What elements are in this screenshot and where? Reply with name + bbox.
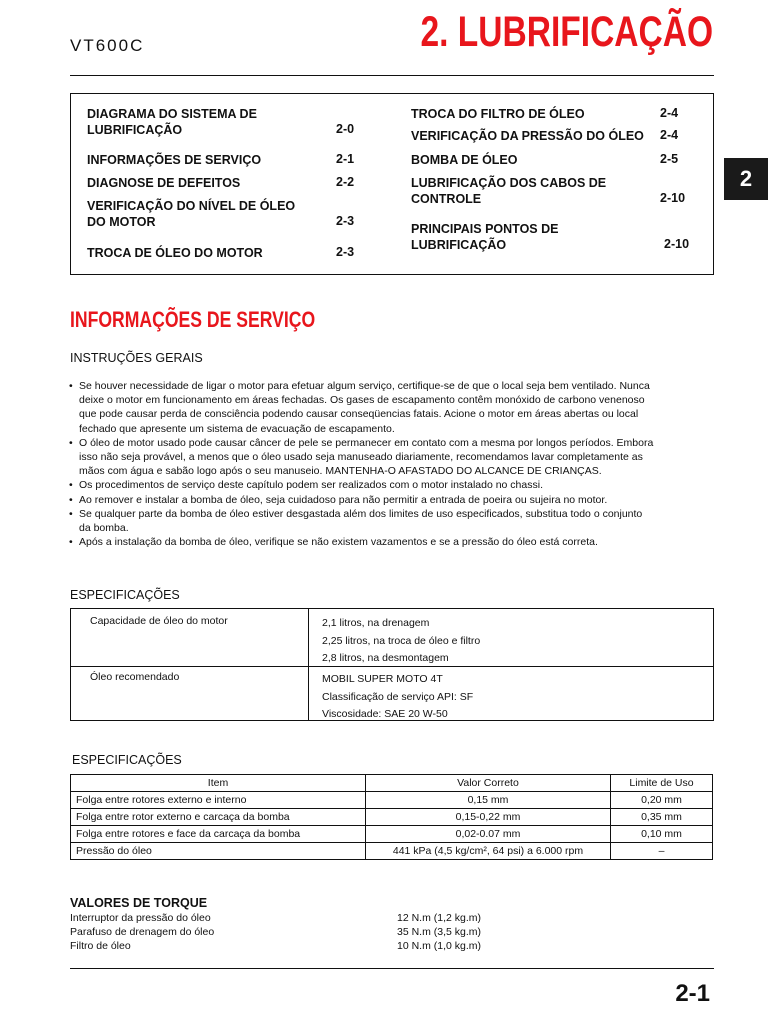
toc-item-verificacao-nivel[interactable]: VERIFICAÇÃO DO NÍVEL DE ÓLEO DO MOTOR <box>87 199 296 229</box>
general-instructions-heading: INSTRUÇÕES GERAIS <box>70 351 203 365</box>
toc-item-lubrificacao-cabos[interactable]: LUBRIFICAÇÃO DOS CABOS DE CONTROLE <box>411 176 607 206</box>
toc-page: 2-3 <box>336 214 355 228</box>
toc-page: 2-1 <box>336 152 355 166</box>
table-cell-values: MOBIL SUPER MOTO 4T Classificação de serviço API: SF Viscosidade: SAE 20 W-50 <box>322 673 474 720</box>
torque-label: Parafuso de drenagem do óleo <box>70 926 215 938</box>
table-cell: 441 kPa (4,5 kg/cm², 64 psi) a 6.000 rpm <box>366 843 611 860</box>
toc-page: 2-4 <box>660 106 679 120</box>
toc-page: 2-0 <box>336 122 355 136</box>
toc-page: 2-10 <box>660 191 686 205</box>
table-cell: 0,15 mm <box>366 792 611 809</box>
section-heading: INFORMAÇÕES DE SERVIÇO <box>70 307 316 332</box>
toc-page: 2-10 <box>664 237 690 251</box>
spec1-title: ESPECIFICAÇÕES <box>70 588 180 602</box>
list-item: • Os procedimentos de serviço deste capítulo podem ser realizados com o motor instalado no chassi. <box>68 478 718 492</box>
general-instructions-list <box>68 379 718 549</box>
table-cell: 0,10 mm <box>611 826 713 843</box>
table-cell: 0,15-0,22 mm <box>366 809 611 826</box>
table-row <box>71 843 713 860</box>
toc-item-bomba-oleo[interactable]: BOMBA DE ÓLEO <box>411 153 518 167</box>
table-header-row <box>71 775 713 792</box>
toc-page: 2-2 <box>336 175 355 189</box>
torque-label: Interruptor da pressão do óleo <box>70 912 211 924</box>
column-header: Item <box>71 775 366 792</box>
spec2-title: ESPECIFICAÇÕES <box>72 753 182 767</box>
torque-title: VALORES DE TORQUE <box>70 896 208 910</box>
table-cell: 0,02-0.07 mm <box>366 826 611 843</box>
list-item: • Ao remover e instalar a bomba de óleo, seja cuidadoso para não permitir a entrada de poeira ou sujeira no motor. <box>68 493 718 507</box>
chapter-tab[interactable]: 2 <box>724 158 768 200</box>
list-item: • O óleo de motor usado pode causar câncer de pele se permanecer em contato com a mesma por longos períodos. Embora isso não seja provável, a menos que o óleo usado seja manuseado diariamente, recomendamos lavar completamente as mãos com água e sabão logo após o seu manuseio. MANTENHA-O AFASTADO DO ALCANCE DE CRIANÇAS. <box>68 436 718 479</box>
table-cell: Folga entre rotor externo e carcaça da bomba <box>71 809 366 826</box>
toc-item-informacoes[interactable]: INFORMAÇÕES DE SERVIÇO <box>87 153 262 167</box>
table-row <box>71 792 713 809</box>
table-cell-values: 2,1 litros, na drenagem 2,25 litros, na troca de óleo e filtro 2,8 litros, na desmontagem <box>322 617 481 664</box>
list-item: • Se qualquer parte da bomba de óleo estiver desgastada além dos limites de uso especificados, substitua todo o conjunto da bomba. <box>68 507 718 535</box>
toc-item-diagnose[interactable]: DIAGNOSE DE DEFEITOS <box>87 176 241 190</box>
table-cell: 0,20 mm <box>611 792 713 809</box>
torque-label: Filtro de óleo <box>70 940 131 952</box>
toc-page: 2-3 <box>336 245 355 259</box>
table-cell: – <box>611 843 713 860</box>
table-cell-label: Óleo recomendado <box>90 671 180 683</box>
table-cell: Folga entre rotores externo e interno <box>71 792 366 809</box>
column-header: Valor Correto <box>366 775 611 792</box>
table-cell: Folga entre rotores e face da carcaça da bomba <box>71 826 366 843</box>
column-header: Limite de Uso <box>611 775 713 792</box>
model-name: VT600C <box>70 36 145 55</box>
toc-page: 2-4 <box>660 128 679 142</box>
toc-item-verificacao-pressao[interactable]: VERIFICAÇÃO DA PRESSÃO DO ÓLEO <box>411 129 644 143</box>
torque-value: 12 N.m (1,2 kg.m) <box>397 912 482 924</box>
toc-page: 2-5 <box>660 152 679 166</box>
toc-item-pontos-lubrificacao[interactable]: PRINCIPAIS PONTOS DE LUBRIFICAÇÃO <box>411 222 559 252</box>
toc-item-diagrama[interactable]: DIAGRAMA DO SISTEMA DE LUBRIFICAÇÃO <box>87 107 257 137</box>
table-cell: Pressão do óleo <box>71 843 366 860</box>
chapter-title: 2. LUBRIFICAÇÃO <box>420 8 713 56</box>
table-row <box>71 826 713 843</box>
divider <box>308 609 309 720</box>
pump-spec-table <box>70 774 713 860</box>
list-item: • Se houver necessidade de ligar o motor para efetuar algum serviço, certifique-se de que o local seja bem ventilado. Nunca deixe o motor em funcionamento em áreas fechadas. Os gases de escapamento contêm monóxido de carbono venenoso que pode causar perda de consciência podendo causar conseqüencias fatais. Acione o motor em áreas abertas ou local fechado que apresente um sistema de evacuação de escapamento. <box>68 379 718 436</box>
torque-value: 35 N.m (3,5 kg.m) <box>397 926 482 938</box>
torque-value: 10 N.m (1,0 kg.m) <box>397 940 482 952</box>
toc-item-troca-filtro[interactable]: TROCA DO FILTRO DE ÓLEO <box>411 107 585 121</box>
toc-item-troca-oleo[interactable]: TROCA DE ÓLEO DO MOTOR <box>87 246 263 260</box>
footer-rule <box>70 968 714 969</box>
table-cell-label: Capacidade de óleo do motor <box>90 615 228 627</box>
list-item: • Após a instalação da bomba de óleo, verifique se não existem vazamentos e se a pressão do óleo está correta. <box>68 535 718 549</box>
oil-spec-table <box>70 608 714 721</box>
header-rule <box>70 75 714 76</box>
table-cell: 0,35 mm <box>611 809 713 826</box>
table-row <box>71 809 713 826</box>
table-of-contents <box>70 93 714 275</box>
page-number: 2-1 <box>675 980 710 1007</box>
